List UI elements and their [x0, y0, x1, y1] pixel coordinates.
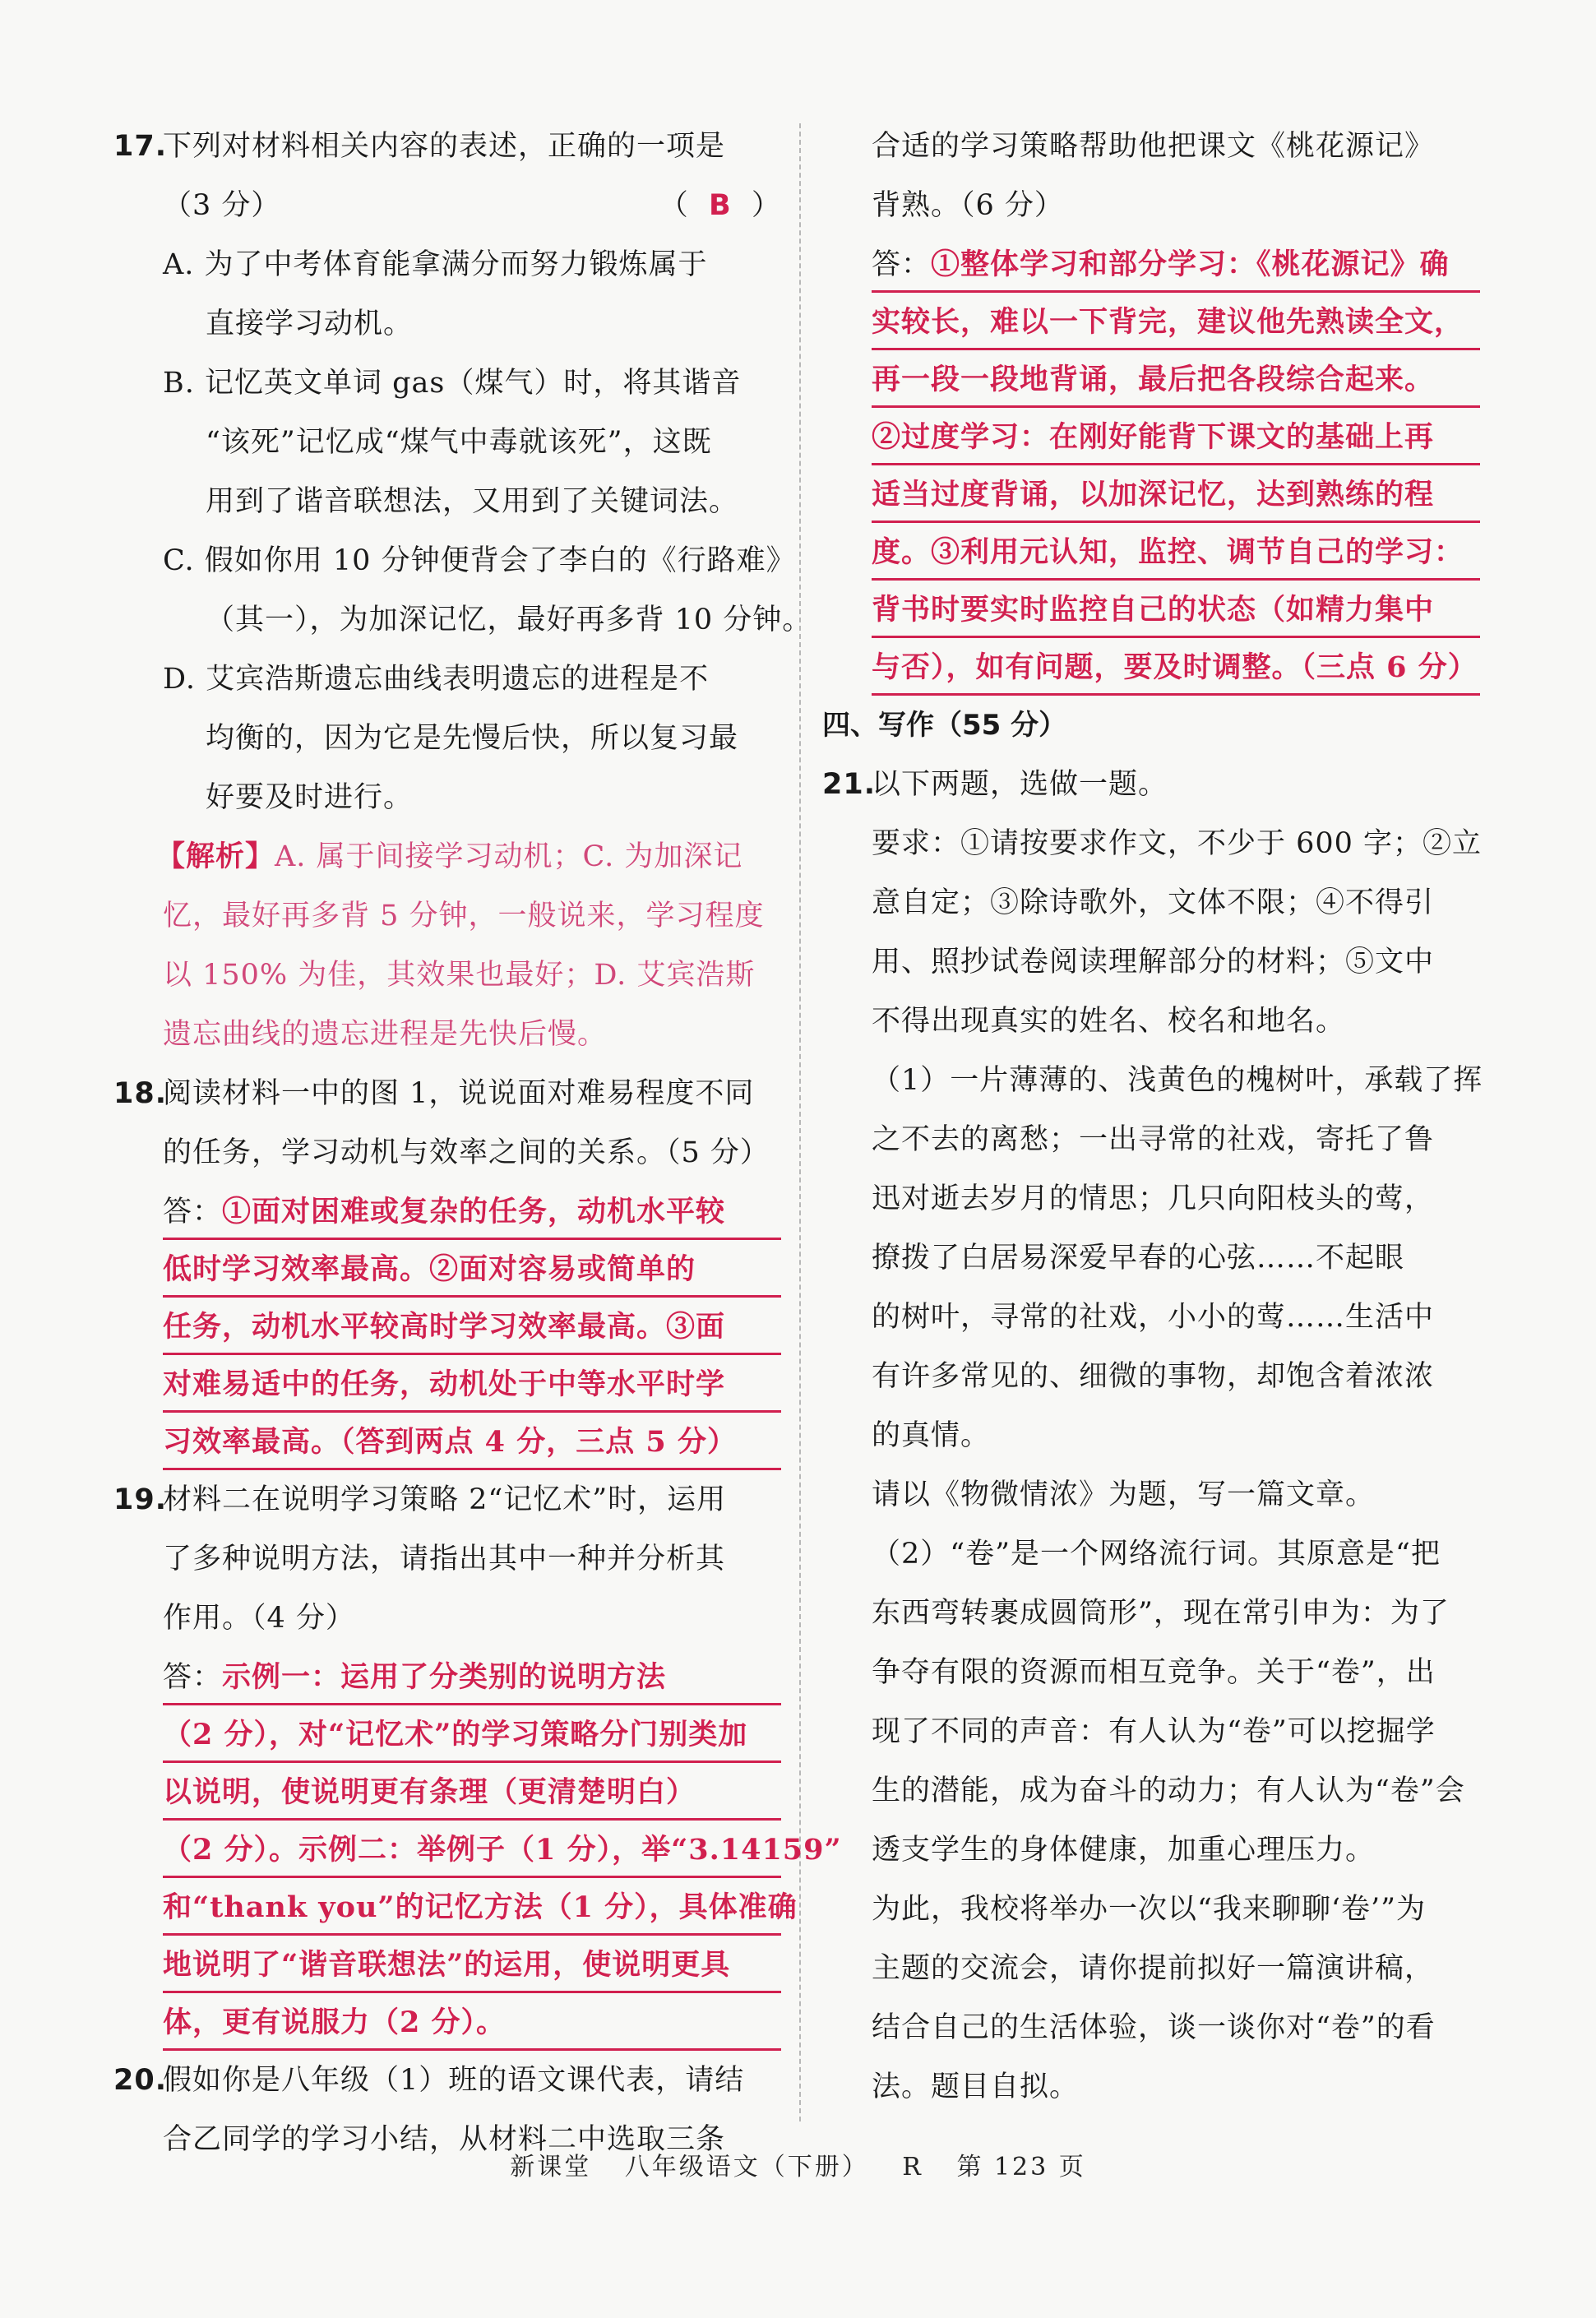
- answer-text: 以说明，使说明更有条理（更清楚明白）: [163, 1763, 781, 1821]
- question-stem: 假如你是八年级（1）班的语文课代表，请结: [163, 2064, 745, 2097]
- question-stem: 作用。（4 分）: [163, 1602, 355, 1635]
- question-stem: 背熟。（6 分）: [872, 189, 1064, 222]
- prompt-1-text: 的树叶，寻常的社戏，小小的莺……生活中: [872, 1301, 1435, 1334]
- prompt-1-text: 迅对逝去岁月的情思；几只向阳枝头的莺，: [872, 1182, 1435, 1215]
- prompt-1-text: 有许多常见的、细微的事物，却饱含着浓浓: [872, 1360, 1435, 1393]
- prompt-1-text: 的真情。: [872, 1419, 991, 1452]
- answer-label: 答：: [163, 1661, 223, 1694]
- option-b-cont: “该死”记忆成“煤气中毒就该死”，这既: [206, 426, 712, 459]
- question-number: 20.: [113, 2064, 168, 2097]
- answer-text: 体，更有说服力（2 分）。: [163, 1993, 781, 2051]
- requirement-text: 意自定；③除诗歌外，文体不限；④不得引: [872, 886, 1435, 919]
- answer-text: 低时学习效率最高。②面对容易或简单的: [163, 1240, 781, 1298]
- option-d-cont: 好要及时进行。: [206, 781, 414, 814]
- option-c-cont: （其一），为加深记忆，最好再多背 10 分钟。: [206, 604, 812, 636]
- requirement-text: 不得出现真实的姓名、校名和地名。: [872, 1005, 1346, 1038]
- question-stem: 材料二在说明学习策略 2“记忆术”时，运用: [163, 1483, 727, 1516]
- answer-label: 答：: [872, 248, 932, 281]
- option-d-cont: 均衡的，因为它是先慢后快，所以复习最: [206, 722, 739, 755]
- answer-text: 和“thank you”的记忆方法（1 分），具体准确: [163, 1878, 781, 1936]
- prompt-2-text: 东西弯转裹成圆筒形”，现在常引申为：为了: [872, 1597, 1450, 1630]
- answer-text: 背书时要实时监控自己的状态（如精力集中: [872, 581, 1480, 638]
- question-20-continued: [822, 117, 1480, 696]
- answer-text: 对难易适中的任务，动机处于中等水平时学: [163, 1355, 781, 1413]
- answer-text: 示例一：运用了分类别的说明方法: [222, 1660, 667, 1694]
- option-b: B. 记忆英文单词 gas（煤气）时，将其谐音: [163, 367, 742, 400]
- answer-text: 与否），如有问题，要及时调整。（三点 6 分）: [872, 638, 1480, 696]
- analysis-text: 遗忘曲线的遗忘进程是先快后慢。: [163, 1018, 608, 1051]
- prompt-1-text: （1）一片薄薄的、浅黄色的槐树叶，承载了挥: [872, 1064, 1483, 1097]
- prompt-2-text: 生的潜能，成为奋斗的动力；有人认为“卷”会: [872, 1774, 1465, 1807]
- question-number: 19.: [113, 1483, 168, 1516]
- prompt-2-text: 主题的交流会，请你提前拟好一篇演讲稿，: [872, 1952, 1435, 1985]
- question-stem: 的任务，学习动机与效率之间的关系。（5 分）: [163, 1136, 770, 1169]
- answer-choice: B: [709, 189, 732, 222]
- prompt-2-text: 透支学生的身体健康，加重心理压力。: [872, 1834, 1376, 1867]
- prompt-2-text: 为此，我校将举办一次以“我来聊聊‘卷’”为: [872, 1893, 1427, 1926]
- option-c: C. 假如你用 10 分钟便背会了李白的《行路难》: [163, 544, 796, 577]
- question-19: [113, 1470, 842, 2051]
- question-score: （3 分）: [163, 189, 281, 222]
- option-a: A. 为了中考体育能拿满分而努力锻炼属于: [163, 248, 708, 281]
- answer-text: 实较长，难以一下背完，建议他先熟读全文，: [872, 293, 1480, 350]
- section-heading-writing: 四、写作（55 分）: [822, 709, 1067, 742]
- question-stem: 阅读材料一中的图 1，说说面对难易程度不同: [163, 1077, 755, 1110]
- footer-page-number: 第 123 页: [956, 2153, 1086, 2182]
- answer-text: （2 分），对“记忆术”的学习策略分门别类加: [163, 1705, 781, 1763]
- question-21: [822, 755, 1483, 2117]
- left-column: [113, 117, 842, 2169]
- prompt-1-text: 之不去的离愁；一出寻常的社戏，寄托了鲁: [872, 1123, 1435, 1156]
- question-stem: 了多种说明方法，请指出其中一种并分析其: [163, 1543, 726, 1575]
- question-number: 21.: [822, 768, 877, 801]
- option-a-cont: 直接学习动机。: [206, 308, 414, 340]
- footer-brand: 新课堂: [510, 2153, 592, 2182]
- prompt-1-instruction: 请以《物微情浓》为题，写一篇文章。: [872, 1478, 1376, 1511]
- answer-text: 再一段一段地背诵，最后把各段综合起来。: [872, 350, 1480, 408]
- answer-text: ①面对困难或复杂的任务，动机水平较: [222, 1195, 726, 1228]
- prompt-2-text: （2）“卷”是一个网络流行词。其原意是“把: [872, 1538, 1441, 1571]
- answer-text: 适当过度背诵，以加深记忆，达到熟练的程: [872, 465, 1480, 523]
- answer-text: 任务，动机水平较高时学习效率最高。③面: [163, 1298, 781, 1355]
- prompt-2-text: 结合自己的生活体验，谈一谈你对“卷”的看: [872, 2011, 1436, 2044]
- answer-box: （ B ）: [659, 189, 781, 222]
- answer-label: 答：: [163, 1196, 223, 1228]
- prompt-2-text: 现了不同的声音：有人认为“卷”可以挖掘学: [872, 1715, 1436, 1748]
- prompt-2-text: 法。题目自拟。: [872, 2070, 1080, 2103]
- analysis-text: 以 150% 为佳，其效果也最好；D. 艾宾浩斯: [163, 959, 756, 992]
- right-column: [822, 117, 1483, 2117]
- prompt-1-text: 撩拨了白居易深爱早春的心弦……不起眼: [872, 1242, 1405, 1275]
- question-stem: 合适的学习策略帮助他把课文《桃花源记》: [872, 130, 1435, 163]
- question-stem: 下列对材料相关内容的表述，正确的一项是: [163, 130, 726, 163]
- option-d: D. 艾宾浩斯遗忘曲线表明遗忘的进程是不: [163, 663, 710, 696]
- answer-text: 习效率最高。（答到两点 4 分，三点 5 分）: [163, 1413, 781, 1470]
- question-17: [113, 117, 812, 1064]
- page-footer: [0, 2146, 1596, 2182]
- analysis-text: 忆，最好再多背 5 分钟，一般说来，学习程度: [163, 900, 765, 932]
- question-18: [113, 1064, 781, 1470]
- requirement-text: 要求：①请按要求作文，不少于 600 字；②立: [872, 827, 1483, 860]
- answer-text: ②过度学习：在刚好能背下课文的基础上再: [872, 408, 1480, 465]
- prompt-2-text: 争夺有限的资源而相互竞争。关于“卷”，出: [872, 1656, 1436, 1689]
- answer-text: （2 分）。示例二：举例子（1 分），举“3.14159”: [163, 1821, 781, 1878]
- footer-edition: R: [902, 2153, 923, 2182]
- answer-text: 度。③利用元认知，监控、调节自己的学习：: [872, 523, 1480, 581]
- question-number: 18.: [113, 1077, 168, 1110]
- footer-book: 八年级语文（下册）: [624, 2153, 869, 2182]
- question-stem: 以下两题，选做一题。: [872, 768, 1168, 801]
- answer-text: 地说明了“谐音联想法”的运用，使说明更具: [163, 1936, 781, 1993]
- question-stem: 合乙同学的学习小结，从材料二中选取三条: [163, 2123, 726, 2156]
- answer-text: ①整体学习和部分学习：《桃花源记》确: [931, 248, 1450, 281]
- requirement-text: 用、照抄试卷阅读理解部分的材料；⑤文中: [872, 946, 1435, 979]
- option-b-cont: 用到了谐音联想法，又用到了关键词法。: [206, 485, 739, 518]
- column-divider: [799, 123, 801, 2121]
- question-number: 17.: [113, 130, 168, 163]
- analysis-tag: 【解析】: [156, 840, 275, 873]
- analysis-text: A. 属于间接学习动机；C. 为加深记: [275, 840, 743, 873]
